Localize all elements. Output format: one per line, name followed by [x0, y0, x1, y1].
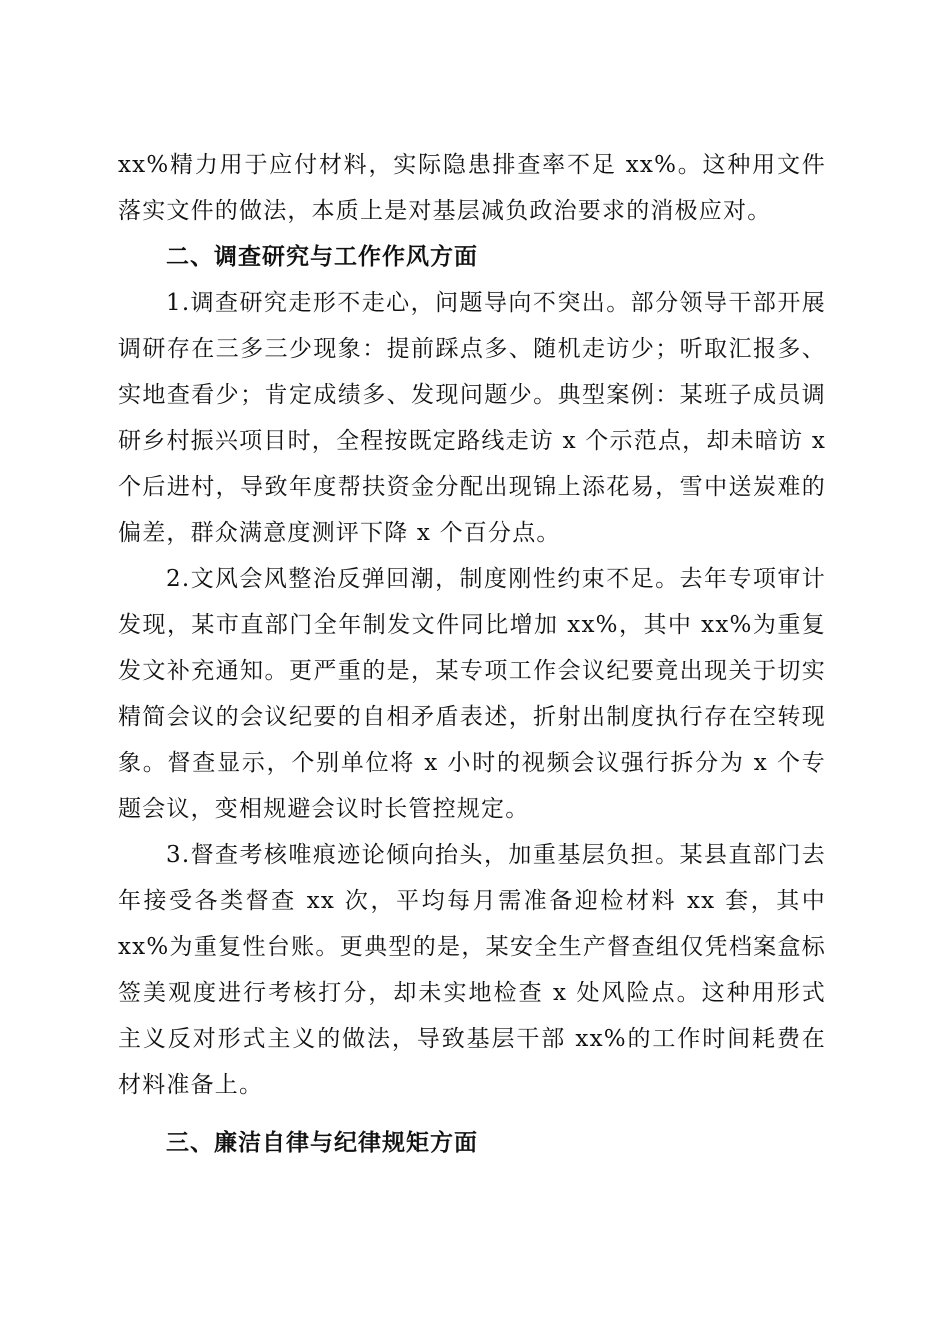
paragraph-continuation: xx%精力用于应付材料，实际隐患排查率不足 xx%。这种用文件落实文件的做法，本质上是对基层减负政治要求的消极应对。: [118, 152, 826, 224]
paragraph-item-3: 3.督查考核唯痕迹论倾向抬头，加重基层负担。某县直部门去年接受各类督查 xx 次，平均每月需准备迎检材料 xx 套，其中 xx%为重复性台账。更典型的是，某安全生产督查组仅凭档案盒标签美观度进行考核打分，却未实地检查 x 处风险点。这种用形式主义反对形式主义的做法，导致基层干部 xx%的工作时间耗费在材料准备上。: [118, 842, 826, 1098]
paragraph-item-2: 2.文风会风整治反弹回潮，制度刚性约束不足。去年专项审计发现，某市直部门全年制发文件同比增加 xx%，其中 xx%为重复发文补充通知。更严重的是，某专项工作会议纪要竟出现关于切实精简会议的会议纪要的自相矛盾表述，折射出制度执行存在空转现象。督查显示，个别单位将 x 小时的视频会议强行拆分为 x 个专题会议，变相规避会议时长管控规定。: [118, 566, 826, 822]
section-heading-2: 二、调查研究与工作作风方面: [166, 244, 478, 270]
paragraph-item-1: 1.调查研究走形不走心，问题导向不突出。部分领导干部开展调研存在三多三少现象：提前踩点多、随机走访少；听取汇报多、实地查看少；肯定成绩多、发现问题少。典型案例：某班子成员调研乡村振兴项目时，全程按既定路线走访 x 个示范点，却未暗访 x 个后进村，导致年度帮扶资金分配出现锦上添花易，雪中送炭难的偏差，群众满意度测评下降 x 个百分点。: [118, 290, 826, 546]
document-body: [118, 142, 826, 1166]
section-heading-3: 三、廉洁自律与纪律规矩方面: [166, 1130, 478, 1156]
